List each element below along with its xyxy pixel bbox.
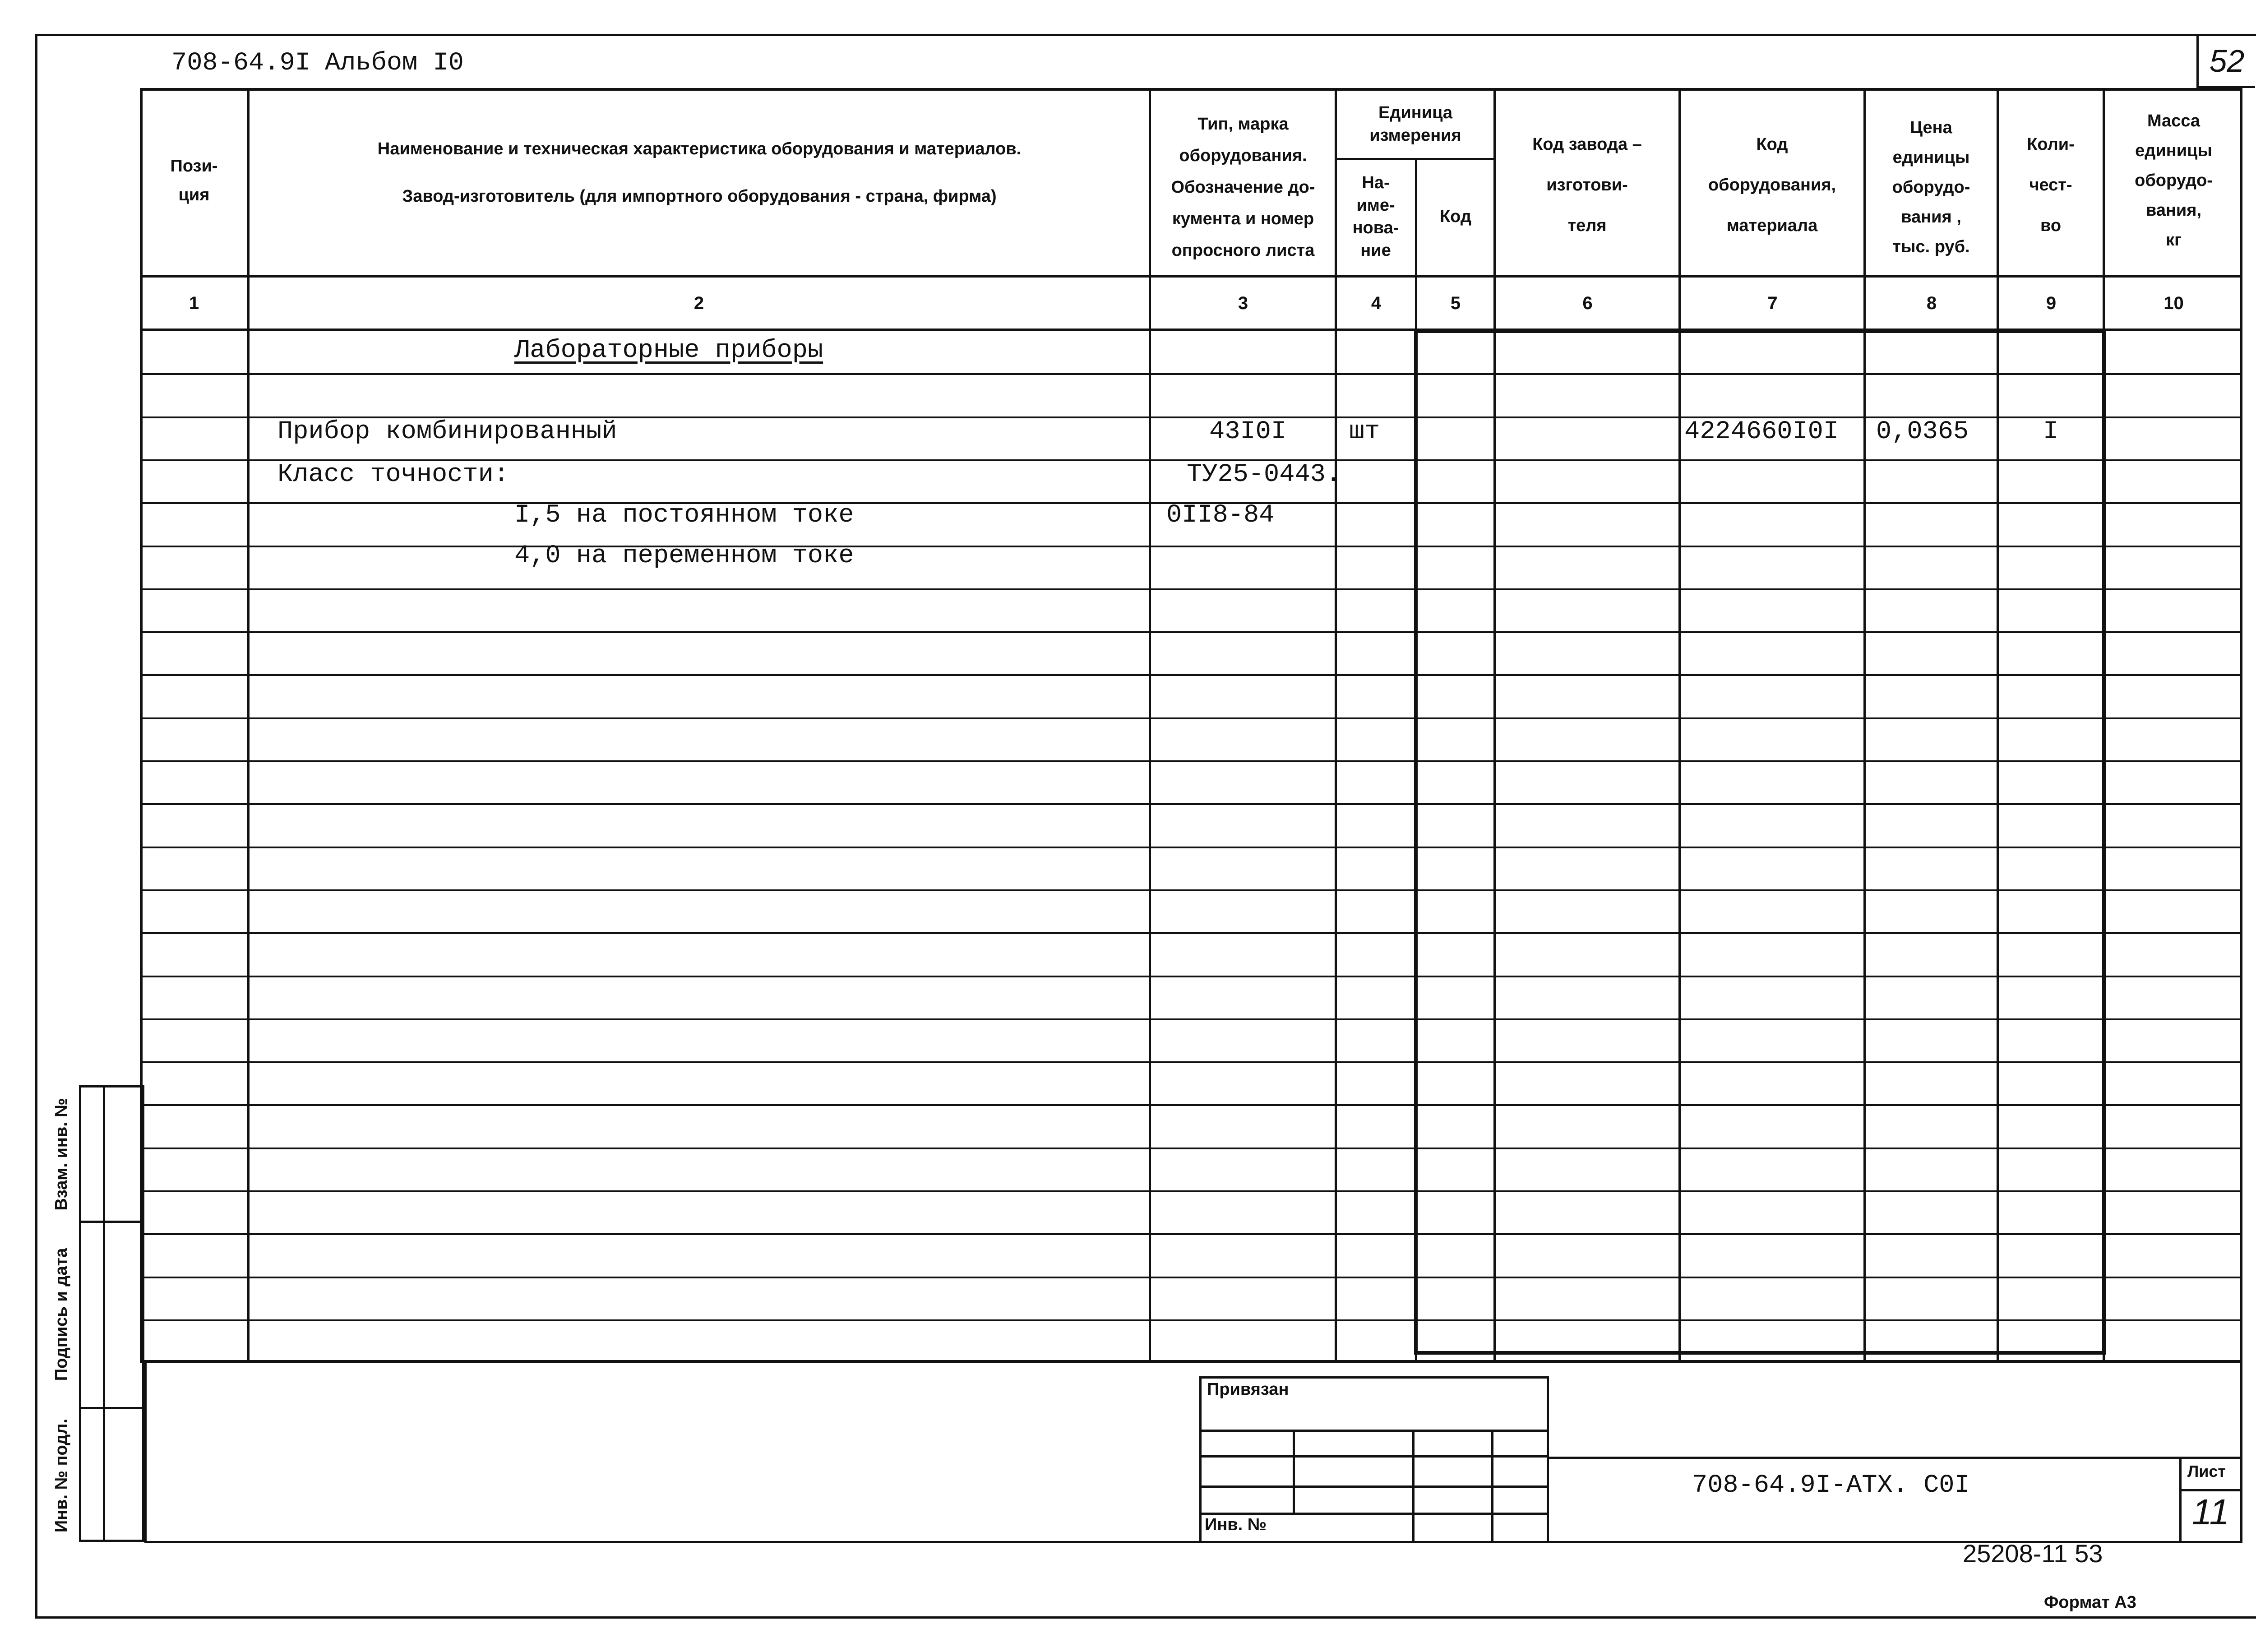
sheet-number: 11 [2192, 1492, 2230, 1532]
title-block [144, 1360, 2242, 1543]
side-label-inv-podl: Инв. № подл. [52, 1418, 71, 1533]
sheet-label: Лист [2187, 1462, 2226, 1481]
colnum-10: 10 [2164, 293, 2184, 313]
header-unit: Единица измерения [1369, 103, 1461, 145]
row-divider [140, 1190, 2242, 1192]
header-price: Цена единицы оборудо- вания , тыс. руб. [1892, 118, 1970, 256]
item-type: 43I0I [1209, 417, 1287, 446]
row-divider [140, 932, 2242, 934]
colnum-5: 5 [1450, 293, 1461, 313]
document-designation: 708-64.9I-АТХ. С0I [1692, 1471, 1970, 1500]
section-title: Лабораторные приборы [514, 336, 823, 365]
item-unit: шт [1349, 417, 1380, 446]
row-divider [140, 1148, 2242, 1149]
side-label-podpis: Подпись и дата [52, 1248, 71, 1381]
row-divider [140, 631, 2242, 633]
row-divider [140, 889, 2242, 891]
doc-ref-1: ТУ25-0443. [1187, 460, 1341, 489]
header-equipment-code: Код оборудования, материала [1708, 134, 1836, 235]
accuracy-ac: 4,0 на переменном токе [514, 541, 854, 570]
row-divider [140, 1319, 2242, 1321]
row-divider [140, 847, 2242, 848]
row-divider [140, 373, 2242, 375]
item-price: 0,0365 [1876, 417, 1969, 446]
colnum-3: 3 [1238, 293, 1248, 313]
header-quantity: Коли- чест- во [2027, 134, 2075, 235]
colnum-7: 7 [1767, 293, 1778, 313]
colnum-8: 8 [1926, 293, 1937, 313]
item-code: 4224660I0I [1684, 417, 1839, 446]
row-divider [140, 760, 2242, 762]
item-quantity: I [2043, 417, 2059, 446]
row-divider [140, 546, 2242, 547]
header-name-line1: Наименование и техническая характеристика оборудования и материалов. [377, 139, 1022, 158]
item-name: Прибор комбинированный [277, 417, 617, 446]
colnum-6: 6 [1582, 293, 1593, 313]
header-unit-name: На- име- нова- ние [1352, 173, 1399, 260]
binding-label: Привязан [1207, 1380, 1289, 1399]
colnum-2: 2 [693, 293, 704, 313]
row-divider [140, 1277, 2242, 1278]
header-unit-code: Код [1439, 207, 1472, 226]
row-divider [140, 674, 2242, 676]
doc-ref-2: 0II8-84 [1166, 501, 1275, 530]
document-code: 708-64.9I [171, 49, 310, 78]
archive-number: 25208-11 53 [1963, 1539, 2103, 1568]
colnum-1: 1 [189, 293, 199, 313]
inv-no-label: Инв. № [1205, 1515, 1267, 1534]
row-divider [140, 1018, 2242, 1020]
header-name-line2: Завод-изготовитель (для импортного оборудования - страна, фирма) [402, 187, 997, 206]
row-divider [140, 717, 2242, 719]
colnum-9: 9 [2046, 293, 2057, 313]
album-label: Альбом I0 [325, 49, 464, 78]
header-mass: Масса единицы оборудо- вания, кг [2135, 111, 2213, 250]
row-divider [140, 803, 2242, 805]
page-number: 52 [2196, 36, 2255, 88]
side-stamp [79, 1085, 144, 1542]
accuracy-label: Класс точности: [277, 460, 509, 489]
row-divider [140, 588, 2242, 590]
side-label-vzam: Взам. инв. № [52, 1098, 71, 1211]
header-factory-code: Код завода – изготови- теля [1532, 134, 1642, 235]
row-divider [140, 976, 2242, 977]
format-label: Формат А3 [2044, 1593, 2136, 1612]
row-divider [140, 1233, 2242, 1235]
header-type: Тип, марка оборудования. Обозначение до- кумента и номер опросного листа [1171, 115, 1315, 260]
header-position: Пози- ция [170, 157, 218, 204]
accuracy-dc: I,5 на постоянном токе [514, 501, 854, 530]
row-divider [140, 1104, 2242, 1106]
row-divider [140, 1061, 2242, 1063]
colnum-4: 4 [1371, 293, 1382, 313]
